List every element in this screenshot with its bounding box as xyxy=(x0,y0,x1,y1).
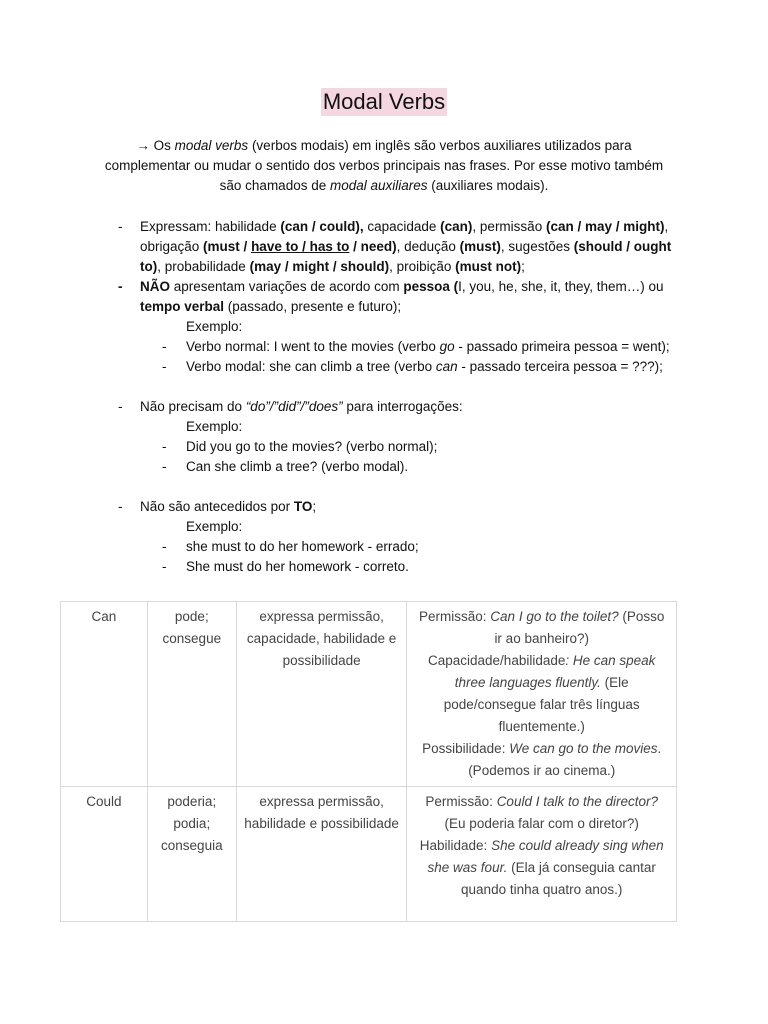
text: ; xyxy=(521,259,525,274)
italic-text: We can go to the movies xyxy=(509,741,658,756)
sub-item xyxy=(100,557,680,577)
sub-dash: - xyxy=(162,539,167,554)
example-label: Exemplo: xyxy=(186,519,243,534)
sub-item xyxy=(100,357,680,377)
text: , permissão xyxy=(472,219,546,234)
bullet-dash: - xyxy=(118,499,123,514)
sub-item xyxy=(100,457,680,477)
bullet-dash: - xyxy=(118,279,123,294)
text: Verbo normal: I went to the movies (verbo xyxy=(186,339,440,354)
text: capacidade xyxy=(363,219,441,234)
bold-text: NÃO xyxy=(140,279,170,294)
text: (Ele pode/consegue falar três línguas fluentemente.) xyxy=(443,675,640,734)
cell-usage: expressa permissão, capacidade, habilidade e possibilidade xyxy=(236,602,407,787)
bold-text: (should / ought to) xyxy=(140,239,672,274)
italic-text: can xyxy=(435,359,458,374)
sub-item xyxy=(100,537,680,557)
text: Não precisam do xyxy=(140,399,246,414)
italic-text: “do”/”did”/”does” xyxy=(245,399,343,414)
bold-text: tempo verbal xyxy=(140,299,225,314)
intro-modal-aux: modal auxiliares xyxy=(329,178,428,193)
intro-text-1: (verbos modais) em inglês são verbos auxiliares utilizados para complementar ou mudar o sentido dos verbos principais nas frases. Por esse motivo também são chamados de xyxy=(104,138,664,193)
bullet-dash: - xyxy=(118,399,123,414)
sub-dash: - xyxy=(162,459,167,474)
spacer xyxy=(100,477,680,497)
sub-dash: - xyxy=(162,439,167,454)
page-title: Modal Verbs xyxy=(322,89,446,114)
text: I, you, he, she, it, they, them…) ou xyxy=(458,279,664,294)
bullet-no-variation xyxy=(100,277,680,317)
text: Não são antecedidos por xyxy=(140,499,294,514)
text: Permissão: xyxy=(425,794,497,809)
bullet-list xyxy=(100,217,680,577)
intro-paragraph xyxy=(96,136,672,196)
modal-verbs-table xyxy=(60,601,677,922)
text: (Posso ir ao banheiro?) xyxy=(494,609,665,646)
text: Verbo modal: she can climb a tree (verbo xyxy=(186,359,436,374)
bold-text: pessoa ( xyxy=(403,279,459,294)
bullet-dash: - xyxy=(118,219,123,234)
text: Habilidade: xyxy=(419,838,492,853)
cell-usage: expressa permissão, habilidade e possibilidade xyxy=(236,787,407,922)
text: she must to do her homework - errado; xyxy=(186,539,419,554)
bullet-express xyxy=(100,217,680,277)
bold-text: (must) xyxy=(459,239,501,254)
cell-examples xyxy=(407,787,677,922)
example-label: Exemplo: xyxy=(186,419,243,434)
text: - passado terceira pessoa = ???); xyxy=(457,359,663,374)
bold-text: (can / may / might) xyxy=(545,219,665,234)
intro-arrow: → Os xyxy=(136,138,175,153)
text: , dedução xyxy=(396,239,460,254)
text: Capacidade/habilidade xyxy=(428,653,566,668)
text: Permissão: xyxy=(419,609,491,624)
sub-item xyxy=(100,337,680,357)
text: , probabilidade xyxy=(157,259,250,274)
table-row xyxy=(61,787,677,922)
cell-verb: Can xyxy=(61,602,148,787)
italic-text: She could already sing when she was four. xyxy=(427,838,664,875)
bullet-no-do xyxy=(100,397,680,417)
intro-modal-verbs: modal verbs xyxy=(174,138,249,153)
text: - passado primeira pessoa = went); xyxy=(454,339,670,354)
bold-text: (may / might / should) xyxy=(249,259,390,274)
text: . (Podemos ir ao cinema.) xyxy=(468,741,662,778)
italic-text: go xyxy=(439,339,455,354)
text: (Eu poderia falar com o diretor?) xyxy=(444,816,639,831)
cell-meaning: pode; consegue xyxy=(147,602,236,787)
cell-verb: Could xyxy=(61,787,148,922)
italic-text: Can I go to the toilet? xyxy=(490,609,619,624)
text: Did you go to the movies? (verbo normal); xyxy=(186,439,438,454)
text: (passado, presente e futuro); xyxy=(224,299,402,314)
text: , obrigação xyxy=(140,219,669,254)
spacer xyxy=(100,377,680,397)
text: She must do her homework - correto. xyxy=(186,559,409,574)
sub-item xyxy=(100,437,680,457)
text: apresentam variações de acordo com xyxy=(170,279,404,294)
bold-text: TO xyxy=(293,499,313,514)
bold-text: (can / could), xyxy=(280,219,364,234)
sub-dash: - xyxy=(162,339,167,354)
bullet-no-to xyxy=(100,497,680,517)
text: , sugestões xyxy=(500,239,574,254)
intro-text-2: (auxiliares modais). xyxy=(427,178,549,193)
text: , proibição xyxy=(389,259,456,274)
italic-text: : He can speak three languages fluently. xyxy=(454,653,656,690)
text: (Ela já conseguia cantar quando tinha quatro anos.) xyxy=(461,860,656,897)
text: Can she climb a tree? (verbo modal). xyxy=(186,459,409,474)
cell-examples xyxy=(407,602,677,787)
italic-text: Could I talk to the director? xyxy=(496,794,659,809)
text: ; xyxy=(312,499,317,514)
title-container xyxy=(0,88,768,116)
sub-dash: - xyxy=(162,559,167,574)
sub-dash: - xyxy=(162,359,167,374)
table-row xyxy=(61,602,677,787)
example-label: Exemplo: xyxy=(186,319,243,334)
bold-text: (must not) xyxy=(455,259,522,274)
bold-text: / need) xyxy=(349,239,397,254)
underlined-text: have to / has to xyxy=(251,239,350,254)
bold-text: (must / xyxy=(203,239,252,254)
text: Possibilidade: xyxy=(422,741,510,756)
text: para interrogações: xyxy=(342,399,463,414)
bold-text: (can) xyxy=(440,219,473,234)
text: Expressam: habilidade xyxy=(140,219,281,234)
cell-meaning: poderia; podia; conseguia xyxy=(147,787,236,922)
